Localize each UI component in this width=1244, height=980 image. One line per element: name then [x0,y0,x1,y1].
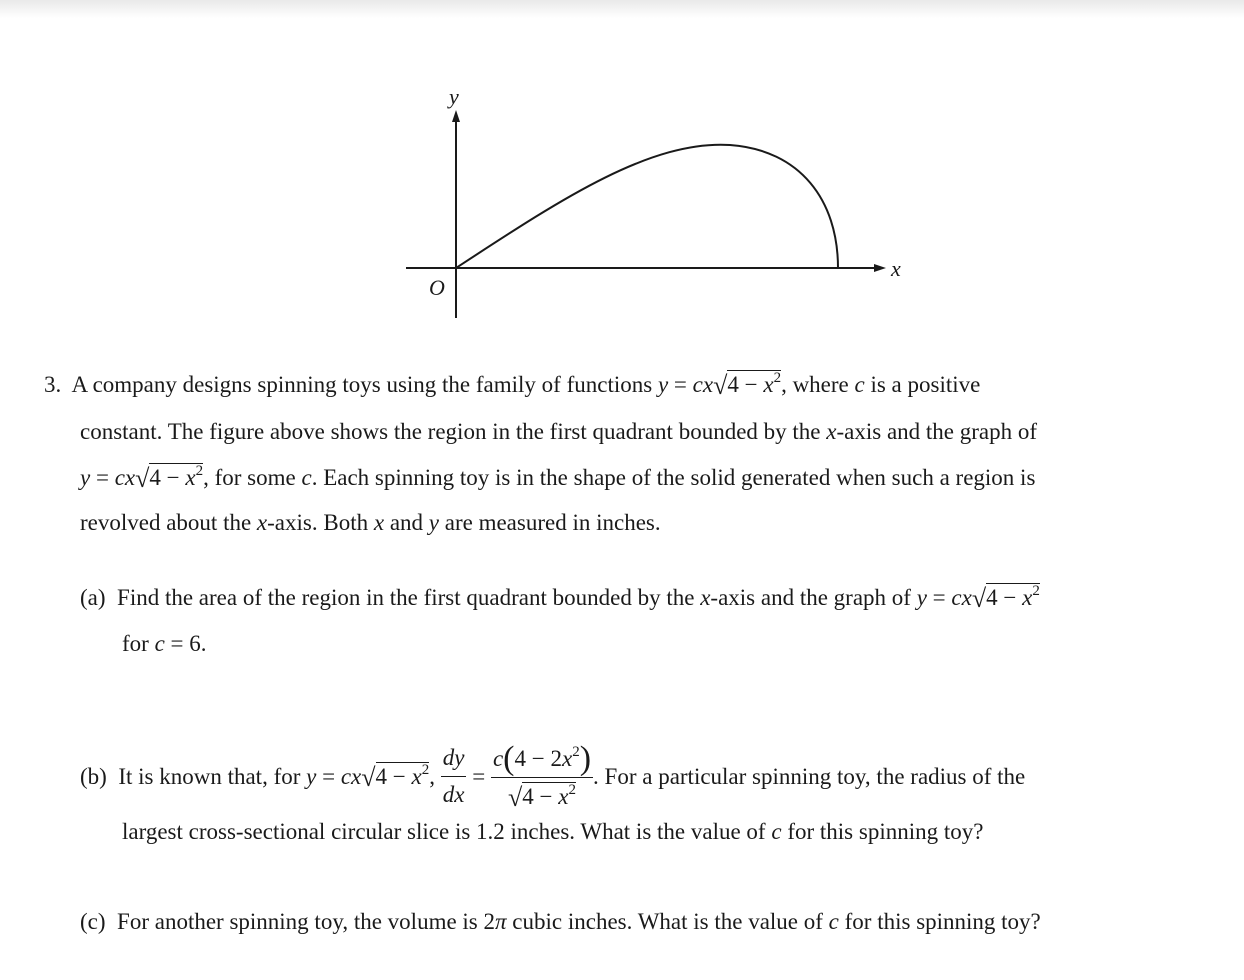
problem-line-2: constant. The figure above shows the region in the first quadrant bounded by the x-axis and the graph of [80,419,1038,444]
region-graph [0,0,1244,340]
part-b-label: (b) [80,763,107,789]
function-curve [456,145,838,268]
part-c-label: (c) [80,909,106,934]
part-a-label: (a) [80,585,106,610]
part-a-line-1: (a) Find the area of the region in the first quadrant bounded by the x-axis and the graph of $y = cx√4 - x^2$ [80,583,1040,613]
part-b-line-2: largest cross-sectional circular slice is 1.2 inches. What is the value of c for this spinning toy? [122,819,984,844]
part-a-line-2: for c = 6. [122,631,207,656]
y-axis-label: y [449,84,459,109]
problem-number: 3. [44,372,62,397]
dy-dx-fraction: $\frac{dy}{dx}$ [441,740,467,813]
part-b-line-1: (b) It is known that, for $y = cx√4 - x^2$, $\frac{dy}{dx}$ = $\frac{c(4 - 2x^2)}{√4 - x^2}$ . For a particular spinning toy, the radius of the [80,740,1025,817]
x-axis-label: x [891,256,901,281]
x-axis-arrow [874,264,886,272]
y-axis-arrow [452,110,460,122]
origin-label: O [429,275,445,300]
part-c-line-1: (c) For another spinning toy, the volume is 2π cubic inches. What is the value of c for this spinning toy? [80,909,1041,934]
problem-line-4: revolved about the x-axis. Both x and y are measured in inches. [80,510,661,535]
derivative-fraction: $\frac{c(4 - 2x^2)}{√4 - x^2}$ [492,740,592,812]
problem-line-3: $y = cx√4 - x^2$, for some c. Each spinning toy is in the shape of the solid generated when such a region is [80,463,1036,493]
problem-line-1: 3. A company designs spinning toys using the family of functions $y = cx√4 - x^2$, where c is a positive [44,370,981,400]
